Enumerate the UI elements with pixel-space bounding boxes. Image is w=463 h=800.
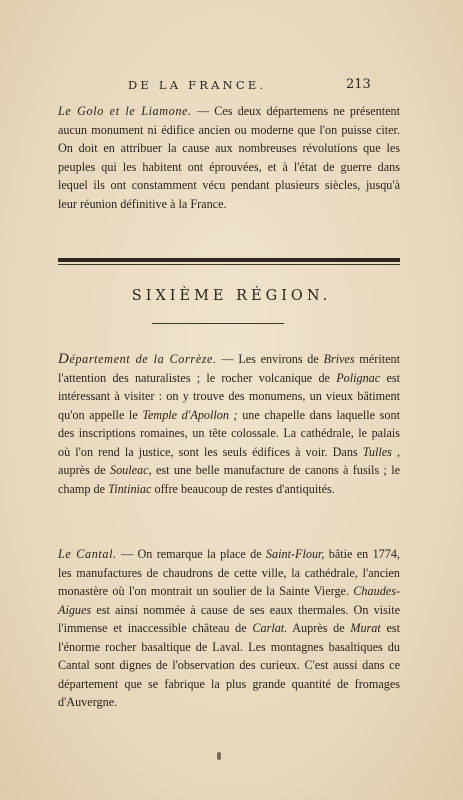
place-name: Tintiniac — [108, 481, 152, 496]
paragraph-cantal — [58, 545, 400, 712]
paragraph-golo-liamone — [58, 102, 400, 213]
paragraph-text: — Ces deux départemens ne présentent aucun monument ni édifice ancien ou moderne que l'on puisse citer. On doit en attribuer la cause aux nombreuses révolutions que les peuples qui les habitent ont éprouvées, et à l'état de guerre dans lequel ils ont constamment vécu pendant plusieurs siècles, jusqu'à leur réunion définitive à la France. — [58, 104, 400, 211]
text-segment: auprès de — [58, 463, 110, 477]
place-name: Brives — [323, 352, 355, 366]
section-divider-thick — [58, 258, 400, 262]
department-title — [58, 352, 217, 366]
text-segment: — On remarque la place de — [116, 547, 266, 561]
text-segment: est ainsi nommée à cause de ses eaux thermales. On visite l'immense et inaccessible château de — [58, 602, 400, 635]
place-name: Tulles , — [362, 444, 401, 459]
title-rest: épartement de la Corrèze. — [69, 352, 217, 366]
ink-mark — [217, 752, 221, 760]
page-number: 213 — [346, 77, 371, 92]
place-name: Carlat. — [252, 621, 288, 635]
place-name: Temple d'Apollon ; — [142, 407, 238, 422]
running-title: DE LA FRANCE. — [128, 78, 267, 92]
running-head — [0, 78, 463, 96]
text-segment: méritent l'attention des naturalistes ; le rocher volcanique de — [58, 352, 400, 385]
section-divider-thin — [58, 264, 400, 265]
text-segment: — Les environs de — [216, 352, 324, 366]
text-segment: Auprès de — [287, 621, 351, 635]
text-segment: est une belle manufacture de canons à fusils ; le champ de — [58, 463, 401, 496]
heading-rule — [152, 323, 284, 324]
text-segment: une chapelle dans laquelle sont des inscriptions romaines, un tête colossale. La cathédrale, le palais où l'on rend la justice, sont les seuls édifices à voir. Dans — [58, 407, 400, 459]
section-heading: SIXIÈME RÉGION. — [131, 288, 332, 304]
text-segment: est intéressant à visiter : on y trouve des monumens, un vieux bâtiment qu'on appelle le — [58, 370, 400, 422]
place-name: Saint-Flour, — [265, 547, 325, 561]
place-name: Souleac, — [109, 463, 152, 477]
title-initial: D — [58, 351, 70, 367]
place-name: Polignac — [336, 370, 381, 385]
text-segment: bâtie en 1774, les manufactures de chaudrons de cette ville, la cathédrale, l'ancien monastère où l'on montrait un soulier de la Sainte Vierge. — [58, 547, 400, 598]
text-segment: est l'énorme rocher basaltique de Laval. Les montagnes basaltiques du Cantal sont dignes de l'observation des curieux. C'est aussi dans ce département que se fabrique la plus grande quantité de fromages d'Auvergne. — [58, 621, 400, 709]
department-title: Le Golo et le Liamone. — [58, 104, 192, 118]
department-title: Le Cantal. — [58, 547, 117, 561]
place-name: Murat — [350, 621, 381, 635]
text-segment: offre beaucoup de restes d'antiquités. — [151, 481, 335, 496]
place-name: Chaudes-Aigues — [58, 584, 400, 617]
paragraph-correze — [58, 350, 400, 498]
